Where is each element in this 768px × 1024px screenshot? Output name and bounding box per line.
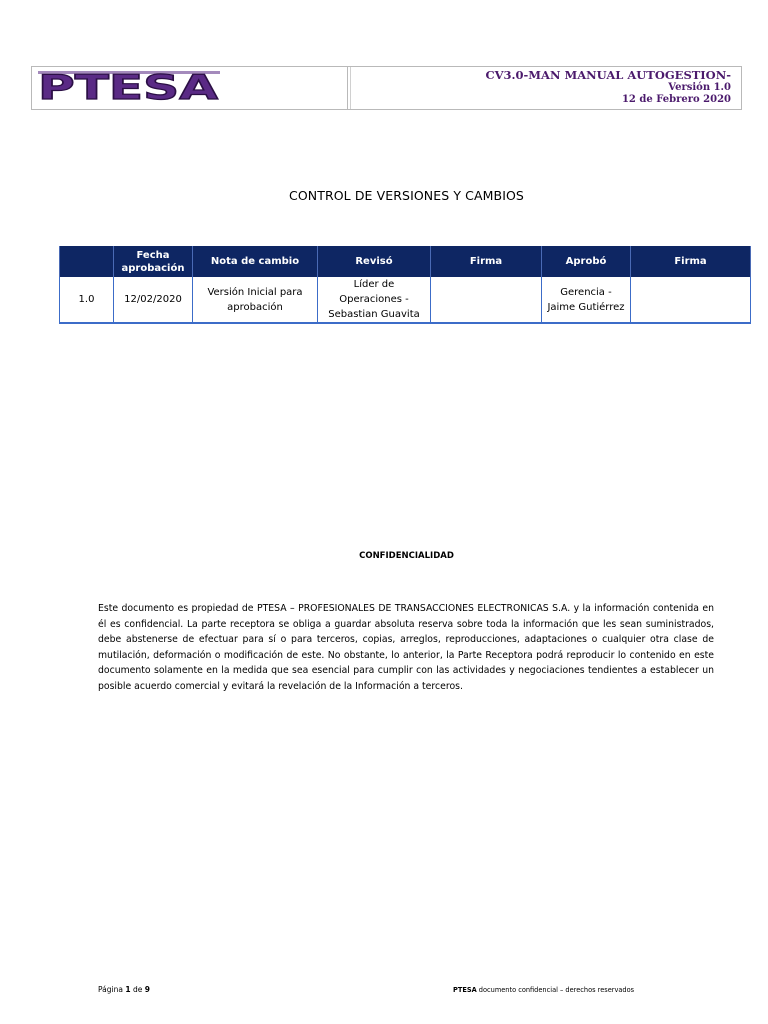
cell-date: 12/02/2020 (114, 277, 193, 323)
footer-note-text: documento confidencial – derechos reservados (478, 986, 635, 994)
header-divider-secondary (350, 67, 351, 109)
document-date: 12 de Febrero 2020 (621, 94, 731, 105)
page-of: de (132, 985, 143, 994)
page-number (98, 985, 150, 994)
page-total: 9 (144, 985, 150, 994)
cell-version: 1.0 (60, 277, 114, 323)
header-cell-signature: Firma (431, 246, 542, 277)
cell-note: Versión Inicial para aprobación (193, 277, 318, 323)
page-title: CONTROL DE VERSIONES Y CAMBIOS (289, 188, 524, 203)
document-header (31, 66, 742, 110)
logo-text: PTESA (38, 69, 220, 107)
cell-signature-2 (631, 277, 751, 323)
header-cell-signature-2: Firma (631, 246, 751, 277)
confidentiality-title: CONFIDENCIALIDAD (359, 551, 454, 561)
footer-confidential-note (453, 986, 634, 994)
header-cell-change-note: Nota de cambio (193, 246, 318, 277)
header-cell-reviewed: Revisó (318, 246, 431, 277)
table-row (60, 277, 751, 323)
header-divider (347, 67, 348, 109)
confidentiality-body: Este documento es propiedad de PTESA – PROFESIONALES DE TRANSACCIONES ELECTRONICAS S.A. y la información contenida en él es confidencial. La parte receptora se obliga a guardar absoluta reserva sobre toda la información que les sean suministrados, debe abstenerse de efectuar para sí o para terceros, copias, arreglos, reproducciones, adaptaciones o cualquier otra clase de mutilación, deformación o modificación de este. No obstante, lo anterior, la Parte Receptora podrá reproducir lo contenido en este documento solamente en la medida que sea esencial para cumplir con las actividades y negociaciones tendientes a establecer un posible acuerdo comercial y evitará la revelación de la Información a terceros. (98, 603, 714, 692)
page-label: Página (98, 985, 123, 994)
table-header-row (60, 246, 751, 277)
cell-approver: Gerencia - Jaime Gutiérrez (542, 277, 631, 323)
document-version: Versión 1.0 (668, 82, 731, 93)
cell-reviewer: Líder de Operaciones - Sebastian Guavita (318, 277, 431, 323)
document-code: CV3.0-MAN MANUAL AUTOGESTION- (485, 68, 731, 82)
footer-brand: PTESA (453, 986, 477, 994)
version-control-table (59, 246, 751, 324)
header-cell-approval-date: Fecha aprobación (114, 246, 193, 277)
ptesa-logo (38, 69, 220, 107)
cell-signature (431, 277, 542, 323)
header-cell-approved: Aprobó (542, 246, 631, 277)
header-cell-number (60, 246, 114, 277)
document-info (485, 69, 731, 106)
page-current: 1 (125, 985, 131, 994)
